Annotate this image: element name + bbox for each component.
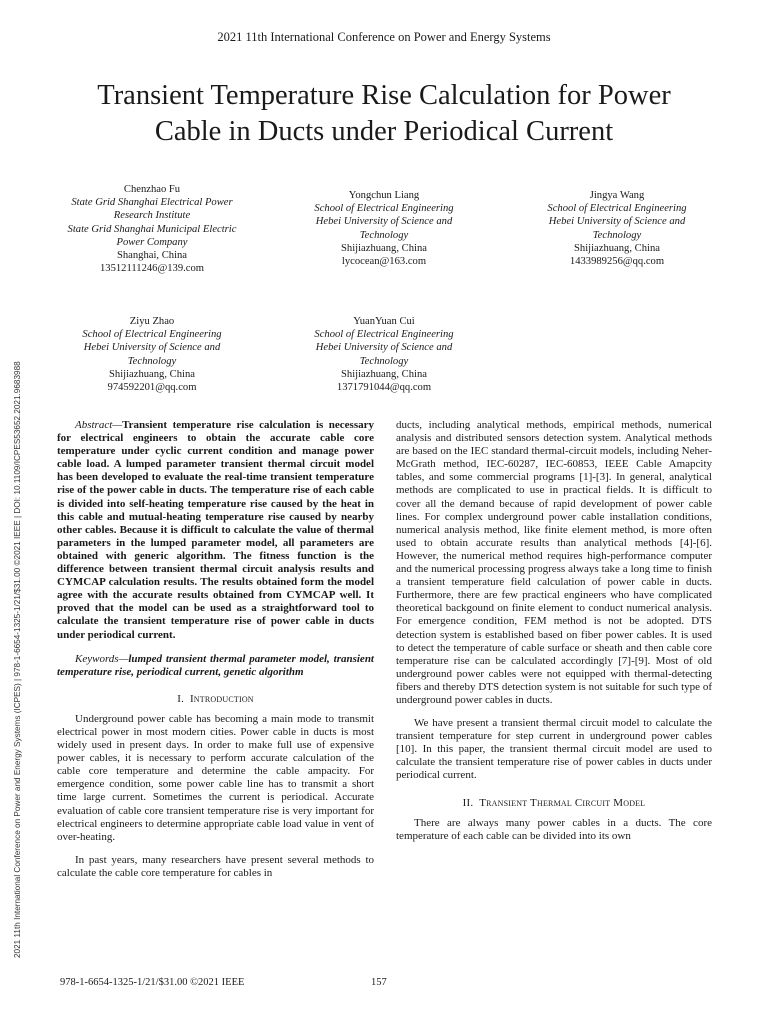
author-affiliation: School of Electrical Engineering — [82, 329, 222, 341]
author-affiliation: Technology — [592, 229, 642, 241]
author-affiliation: School of Electrical Engineering — [547, 203, 687, 215]
author-affiliation: Hebei University of Science and — [315, 216, 453, 228]
section-title: Introduction — [189, 692, 254, 705]
author-block-zhao — [52, 315, 252, 394]
keywords-label: Keywords— — [75, 652, 129, 665]
author-affiliation: School of Electrical Engineering — [314, 203, 454, 215]
keywords — [57, 653, 374, 679]
abstract-text: Transient temperature rise calculation is necessary for electrical engineers to obtain the accurate cable core temperature under cyclic current condition and manage power cable load. A lumped parameter transient thermal circuit model has been developed to evaluate the real-time transient temperature rise of the power cable in ducts. The temperature rise of each cable is divided into self-heating temperature rise caused by the heat in this cable and mutual-heating temperature rise caused by nearby other cables. Because it is difficult to calculate the value of thermal parameters in the lumped parameter model, all parameters are obtained with generic algorithm. The fitness function is the difference between transient thermal circuit analysis results and CYMCAP calculation results. The results obtained form the model agree with the accurate results obtained from CYMCAP well. It proved that the model can be used as a straightforward tool to calculate the transient temperature rise of power cable in ducts under periodical current. — [57, 419, 374, 641]
author-name: Yongchun Liang — [348, 190, 420, 201]
author-name: Chenzhao Fu — [123, 184, 181, 195]
conference-header: 2021 11th International Conference on Power and Energy Systems — [217, 30, 551, 44]
author-block-fu — [52, 183, 252, 275]
author-email: 974592201@qq.com — [107, 382, 197, 394]
section-heading-introduction — [57, 693, 374, 706]
section-numeral: I. — [177, 692, 185, 705]
paper-title — [40, 78, 728, 150]
side-citation-stamp — [11, 268, 25, 958]
title-line-2: Cable in Ducts under Periodical Current — [154, 116, 614, 147]
paragraph: Underground power cable has becoming a main mode to transmit electrical power in most modern cities. Power cable in ducts is most widely used in present days. In order to make full use of expensive power cables, it is necessary to perform accurate calculation of the cable core temperature and determine the cable ampacity. For emergence condition, some power cable line has to transmit a short time large current. Sometimes the current is periodical. Accurate evaluation of cable core transient temperature rise is very important for electrical engineers to determine appropriate cable load value in vent of over-heating. — [57, 712, 374, 843]
abstract-label: Abstract— — [75, 419, 123, 431]
left-column — [57, 419, 374, 880]
section-heading-thermal-model — [396, 797, 712, 810]
side-citation-text: 2021 11th International Conference on Power and Energy Systems (ICPES) | 978-1-6654-1325-1/21/$31.00 ©2021 IEEE | DOI: 10.1109/ICPES53652.2021.9683988 — [13, 361, 22, 958]
author-block-liang — [284, 189, 484, 268]
paragraph: ducts, including analytical methods, empirical methods, numerical analysis and distributed sensors detection system. Analytical methods are based on the IEC standard thermal-circuit models, including Neher-McGrath method, IEC-60287, IEC-60853, IEEE Cable Amapcity tables, and some commercial programs [1]-[3]. In general, analytical methods are complicated to use in practical fields. It is difficult to cover all the demand because of rapid development of power cable lines. For complex underground power cable installation conditions, numerical analysis method, like finite element method, is more often used to obtain accurate results than analytical methods [4]-[6]. However, the numerical method requires high-performance computer and the numerical processing progress always take a long time to finish a transient temperature field calculation of power cable in ducts. Furthermore, there are few practical engineers who have complicated theoretical backgound on finite element to conduct numerical analysis. For emergence condition, FEM method is not be adopted. DTS detection system is established based on fiber power cables. It is used to detect the temperature of cable surface or sheath and then cable core temperature rise can be calculated accordingly [7]-[9]. Most of old underground power cables were not equipped with thermal-detecting fibers and thereby DTS detection system is not suitable for such type of underground power cables in ducts. — [396, 419, 712, 706]
paragraph: We have present a transient thermal circuit model to calculate the transient temperature for step current in underground power cables [10]. In this paper, the transient thermal circuit model are used to calculate the transient temperature rise of power cables in ducts under periodical current. — [396, 717, 712, 782]
author-name: Jingya Wang — [589, 190, 645, 201]
author-block-wang — [517, 189, 717, 268]
author-affiliation: Technology — [127, 355, 177, 367]
keywords-text: lumped transient thermal parameter model, transient temperature rise, periodical current, genetic algorithm — [57, 652, 374, 678]
author-location: Shanghai, China — [116, 250, 188, 262]
abstract — [57, 419, 374, 642]
paragraph: There are always many power cables in a ducts. The core temperature of each cable can be divided into its own — [396, 816, 712, 842]
author-email: lycocean@163.com — [341, 256, 427, 268]
author-affiliation: State Grid Shanghai Electrical Power — [71, 197, 233, 209]
author-email: 1371791044@qq.com — [336, 382, 432, 394]
author-affiliation: Hebei University of Science and — [548, 216, 686, 228]
author-affiliation: State Grid Shanghai Municipal Electric — [67, 223, 237, 235]
footer-isbn: 978-1-6654-1325-1/21/$31.00 ©2021 IEEE — [60, 977, 245, 988]
author-name: YuanYuan Cui — [353, 316, 415, 327]
author-location: Shijiazhuang, China — [109, 368, 195, 380]
author-affiliation: Hebei University of Science and — [315, 342, 453, 354]
title-line-1: Transient Temperature Rise Calculation for Power — [97, 80, 671, 111]
paragraph: In past years, many researchers have present several methods to calculate the cable core temperature for cables in — [57, 853, 374, 879]
author-affiliation: Technology — [359, 229, 409, 241]
author-affiliation: Power Company — [116, 236, 188, 248]
author-location: Shijiazhuang, China — [341, 368, 427, 380]
section-numeral: II. — [462, 796, 474, 809]
author-name: Ziyu Zhao — [129, 316, 175, 327]
author-location: Shijiazhuang, China — [574, 242, 660, 254]
page-number: 157 — [371, 977, 387, 988]
author-block-cui — [284, 315, 484, 394]
author-location: Shijiazhuang, China — [341, 242, 427, 254]
author-email: 1433989256@qq.com — [569, 256, 665, 268]
author-affiliation: School of Electrical Engineering — [314, 329, 454, 341]
author-affiliation: Hebei University of Science and — [83, 342, 221, 354]
author-email: 13512111246@139.com — [99, 263, 204, 275]
section-title: Transient Thermal Circuit Model — [479, 796, 646, 809]
author-affiliation: Technology — [359, 355, 409, 367]
right-column — [396, 419, 712, 843]
author-affiliation: Research Institute — [113, 210, 191, 222]
